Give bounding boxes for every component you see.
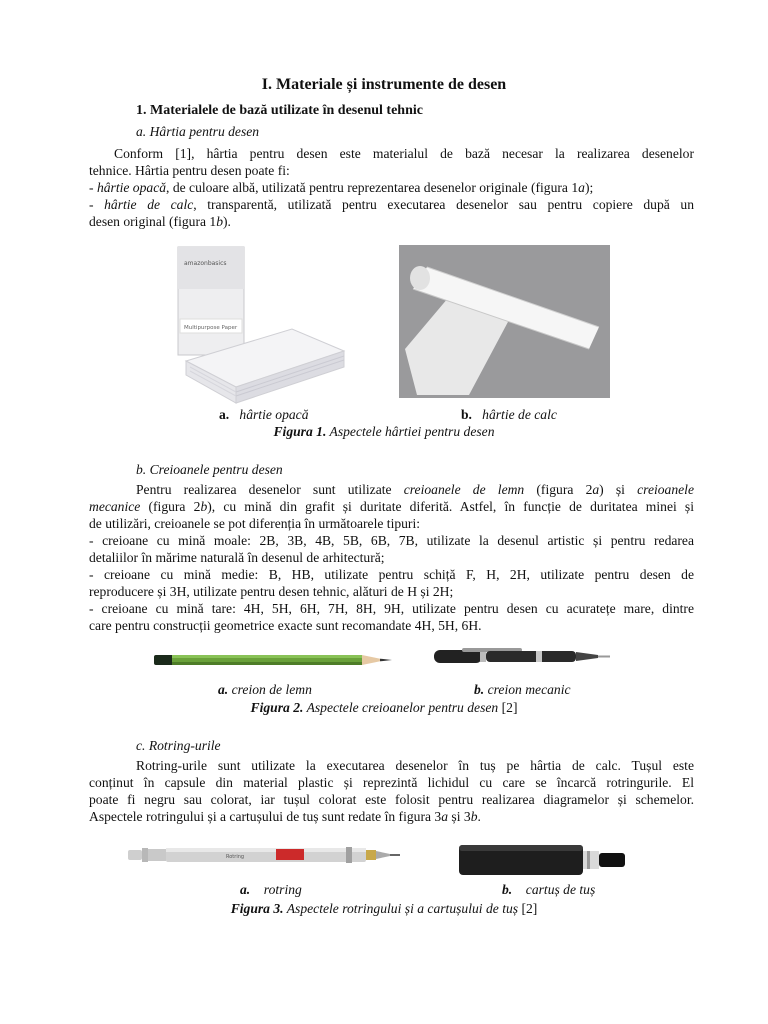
bullet-tracing-paper: - hârtie de calc, transparentă, utilizată pentru executarea desenelor sau pentru copiere după un (89, 197, 694, 212)
paragraph-line: Rotring-urile sunt utilizate la executarea desenelor în tuș pe hârtia de calc. Tușul este (136, 758, 694, 773)
paragraph-line: reproducere și 3H, utilizate pentru desen tehnic, alături de H și 2H; (89, 584, 454, 599)
paragraph-line: tehnice. Hârtia pentru desen poate fi: (89, 163, 290, 178)
paragraph-line: desen original (figura 1b). (89, 214, 231, 229)
section-heading-materials: 1. Materialele de bază utilizate în desenul tehnic (136, 103, 423, 118)
page-title: I. Materiale și instrumente de desen (261, 76, 507, 93)
bullet-soft-pencils: - creioane cu mină moale: 2B, 3B, 4B, 5B, 6B, 7B, utilizate la desenul artistic și pentru redarea (89, 533, 694, 548)
paragraph-line: conținut în capsule din material plastic și reprezintă lichidul cu care se încarcă rotringurile. El (89, 775, 694, 790)
paragraph-line: mecanice (figura 2b), cu mină din grafit și duritate diferită. Astfel, în funcție de duritatea minei și (89, 499, 694, 514)
paragraph-line: poate fi negru sau colorat, iar tușul colorat este folosit pentru realizarea diagramelor și schemelor. (89, 792, 694, 807)
tracing-paper-image (399, 245, 610, 398)
figure1-label-a: a. hârtie opacă (219, 407, 309, 422)
subheading-pencils: b. Creioanele pentru desen (136, 462, 283, 477)
subheading-rotring: c. Rotring-urile (136, 738, 221, 753)
paragraph-line: Conform [1], hârtia pentru desen este materialul de bază necesar la realizarea desenelor (114, 146, 694, 161)
figure3-label-a: a. rotring (240, 882, 302, 897)
product-label: Multipurpose Paper (184, 325, 238, 331)
figure2-label-a: a. creion de lemn (218, 682, 312, 697)
figure2-label-b: b. creion mecanic (474, 682, 571, 697)
ink-cartridge-image (457, 843, 630, 877)
bullet-hard-pencils: - creioane cu mină tare: 4H, 5H, 6H, 7H, 8H, 9H, utilizate pentru desen cu acuratețe mare, dintre (89, 601, 694, 616)
rotring-pen-image (126, 842, 402, 868)
figure1-caption: Figura 1. Aspectele hârtiei pentru desen (273, 424, 495, 439)
paragraph-line: Aspectele rotringului și a cartușului de tuș sunt redate în figura 3a și 3b. (89, 809, 481, 824)
bullet-opaque-paper: - hârtie opacă, de culoare albă, utilizată pentru reprezentarea desenelor originale (figura 1a); (89, 180, 594, 195)
rotring-brand-label: Rotring (226, 854, 245, 860)
paragraph-line: de utilizări, creioanele se pot diferenția în următoarele tipuri: (89, 516, 421, 531)
figure3-caption: Figura 3. Aspectele rotringului și a cartușului de tuș [2] (230, 901, 538, 916)
mechanical-pencil-image (432, 646, 616, 668)
paragraph-line: Pentru realizarea desenelor sunt utilizate creioanele de lemn (figura 2a) și creioanele (136, 482, 694, 497)
figure3-label-b: b. cartuș de tuș (502, 882, 596, 897)
paragraph-line: care pentru construcții geometrice exacte sunt recomandate 4H, 5H, 6H. (89, 618, 482, 633)
bullet-medium-pencils: - creioane cu mină medie: B, HB, utilizate pentru schiță F, H, 2H, utilizate pentru desen de (89, 567, 694, 582)
paragraph-line: detaliilor în mărime naturală în desenul de arhitectură; (89, 550, 385, 565)
figure1-label-b: b. hârtie de calc (461, 407, 557, 422)
brand-label: amazonbasics (184, 260, 227, 267)
subheading-paper: a. Hârtia pentru desen (136, 124, 260, 139)
wooden-pencil-image (150, 650, 396, 670)
opaque-paper-image (172, 243, 347, 408)
figure2-caption: Figura 2. Aspectele creioanelor pentru desen [2] (250, 700, 518, 715)
